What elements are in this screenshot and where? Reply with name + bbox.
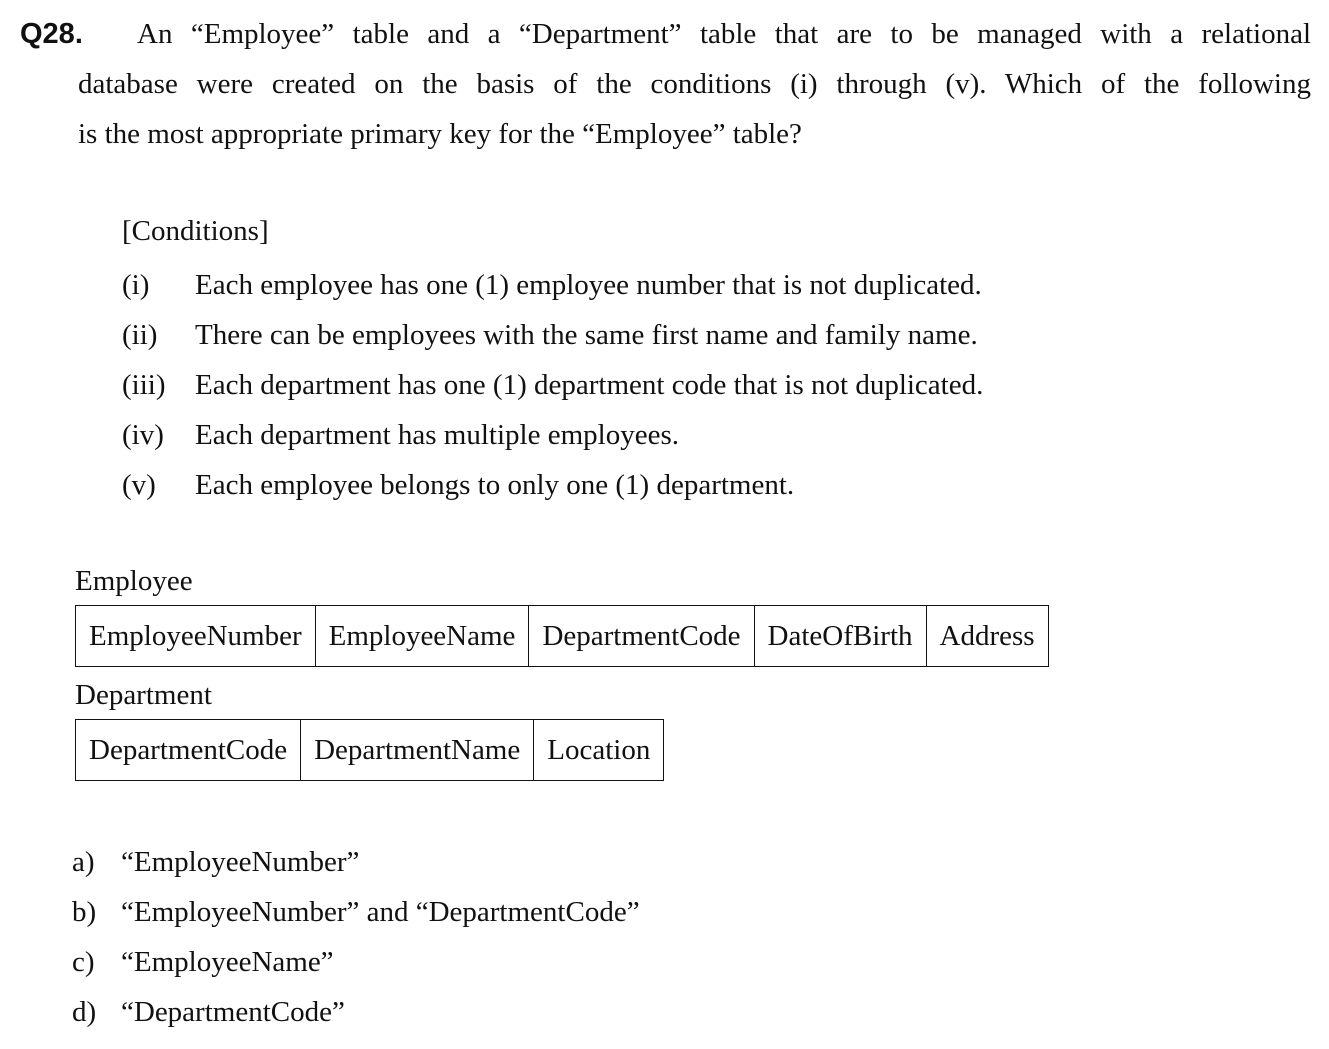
option-text: “EmployeeNumber” and “DepartmentCode” xyxy=(121,896,640,928)
condition-item xyxy=(122,365,983,405)
department-column-departmentname: DepartmentName xyxy=(301,720,534,781)
condition-item xyxy=(122,465,794,505)
question-text-line-3: is the most appropriate primary key for the “Employee” table? xyxy=(78,118,802,150)
option-label: a) xyxy=(72,846,95,878)
question-number: Q28. xyxy=(20,18,83,50)
answer-option-a xyxy=(72,842,359,882)
condition-label: (iii) xyxy=(122,369,166,401)
employee-column-address: Address xyxy=(926,606,1048,667)
condition-item xyxy=(122,415,679,455)
condition-label: (iv) xyxy=(122,419,164,451)
question-text-line-1: An “Employee” table and a “Department” table that are to be managed with a relational xyxy=(137,18,1311,50)
department-table xyxy=(75,719,664,781)
condition-label: (v) xyxy=(122,469,156,501)
department-column-location: Location xyxy=(534,720,664,781)
condition-text: Each employee belongs to only one (1) department. xyxy=(195,469,795,501)
option-text: “EmployeeName” xyxy=(121,946,334,978)
condition-item xyxy=(122,315,978,355)
condition-label: (ii) xyxy=(122,319,158,351)
question-text-line-2: database were created on the basis of the conditions (i) through (v). Which of the following xyxy=(78,68,1311,100)
option-text: “DepartmentCode” xyxy=(121,996,345,1028)
table-row xyxy=(76,606,1049,667)
department-column-departmentcode: DepartmentCode xyxy=(76,720,301,781)
employee-table xyxy=(75,605,1049,667)
answer-option-c xyxy=(72,942,334,982)
condition-text: Each employee has one (1) employee number that is not duplicated. xyxy=(195,269,982,301)
condition-text: There can be employees with the same first name and family name. xyxy=(195,319,978,351)
employee-column-departmentcode: DepartmentCode xyxy=(529,606,754,667)
employee-column-employeenumber: EmployeeNumber xyxy=(76,606,316,667)
conditions-title: [Conditions] xyxy=(122,215,269,247)
answer-option-b xyxy=(72,892,640,932)
option-text: “EmployeeNumber” xyxy=(121,846,360,878)
employee-column-employeename: EmployeeName xyxy=(315,606,529,667)
employee-table-caption: Employee xyxy=(75,565,193,597)
answer-option-d xyxy=(72,992,345,1032)
department-table-caption: Department xyxy=(75,679,212,711)
condition-text: Each department has one (1) department code that is not duplicated. xyxy=(195,369,984,401)
option-label: d) xyxy=(72,996,97,1028)
table-row xyxy=(76,720,664,781)
condition-label: (i) xyxy=(122,269,150,301)
option-label: c) xyxy=(72,946,95,978)
condition-text: Each department has multiple employees. xyxy=(195,419,679,451)
option-label: b) xyxy=(72,896,97,928)
condition-item xyxy=(122,265,982,305)
employee-column-dateofbirth: DateOfBirth xyxy=(754,606,926,667)
